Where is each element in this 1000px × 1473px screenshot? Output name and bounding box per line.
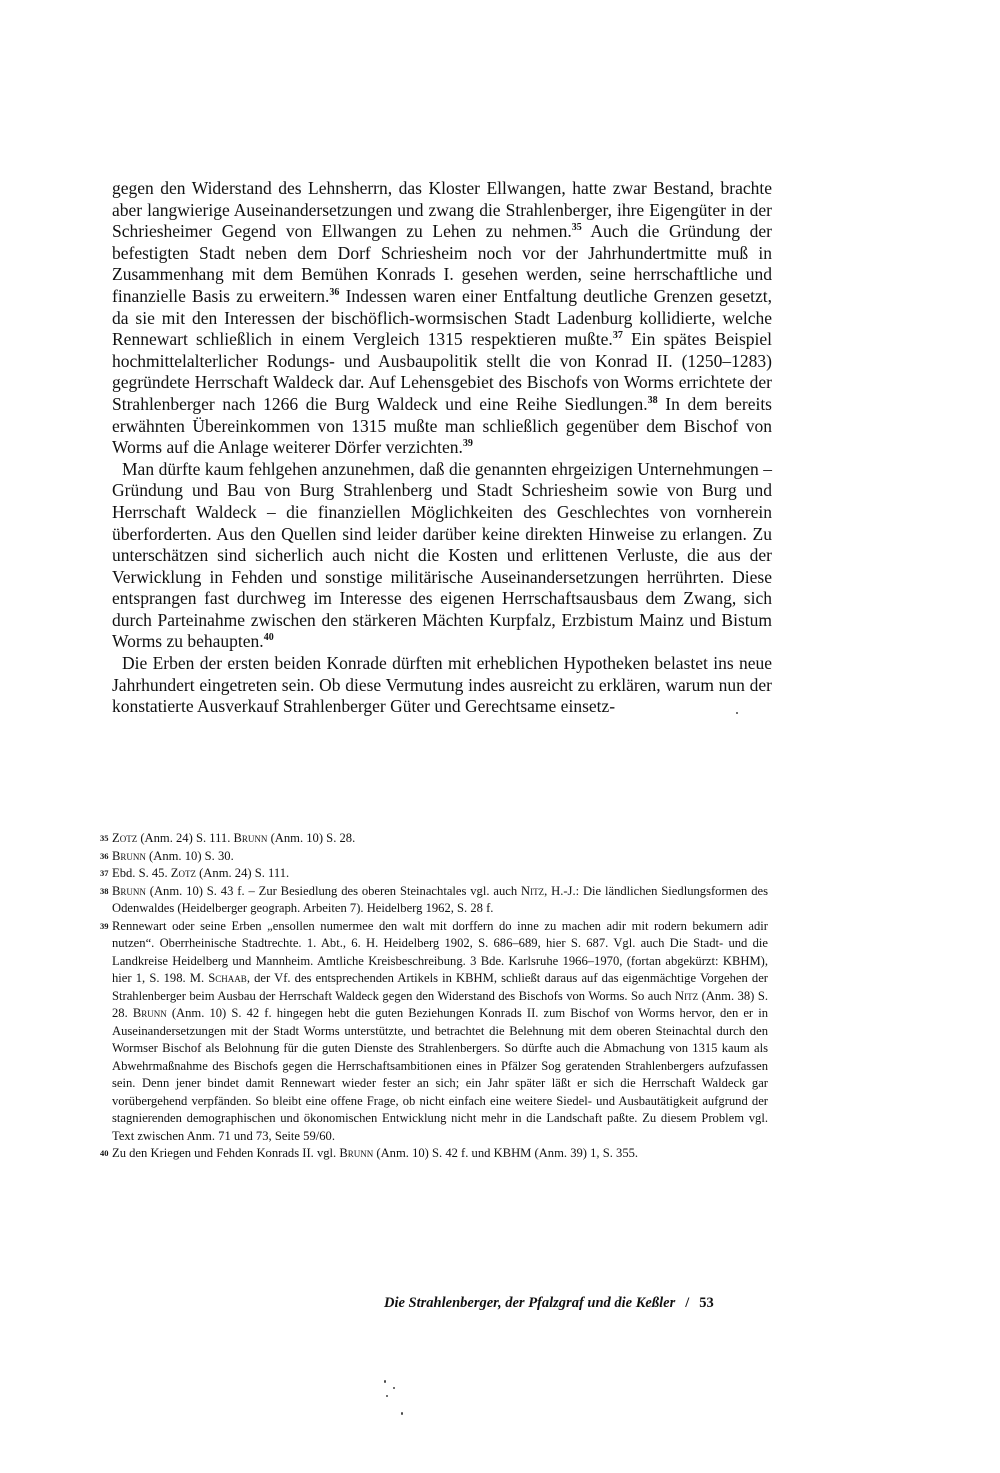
footnote-reference-38: 38 — [647, 395, 658, 407]
author-name: Zotz — [112, 831, 138, 845]
footnote-text: (Anm. 38) S. 28. — [112, 988, 769, 1020]
author-name: Nitz — [521, 883, 545, 898]
footnote-text: (Anm. 10) S. 42 f. und KBHM (Anm. 39) 1, S. 355. — [373, 1146, 639, 1160]
footnote-text: Rennewart oder seine Erben „ensollen numermee den walt mit dorffern do inne zu machen adir mit rodern bekumern adir nutzen“. Oberrheinische Stadtrechte. 1. Abt., 6. H. Heidelberg 1902, S. 686–689, hier S. 687. Vgl. auch Die Stadt- und die Landkreise Heidelberg und Mannheim. Amtliche Kreisbeschreibung. 3 Bde. Karlsruhe 1966–1970, (fortan abgekürzt: KBHM), hier 1, S. 198. M. — [112, 918, 768, 985]
footnote-reference-39: 39 — [462, 438, 473, 450]
paragraph-text: Indessen waren einer Entfaltung deutliche Grenzen gesetzt, da sie mit den Interessen der bischöflich-wormsischen Stadt Ladenburg kollidierte, welche Rennewart schließlich in einem Vergleich 1315 respektieren mußte. — [112, 285, 772, 350]
footnote-reference-40: 40 — [263, 632, 274, 644]
scan-speck — [736, 712, 738, 714]
scan-speck — [401, 1412, 403, 1415]
footnote-40 — [90, 1145, 768, 1163]
footnote-text: , H.-J.: Die ländlichen Siedlungsformen des Odenwaldes (Heidelberger geograph. Arbeiten 7). Heidelberg 1962, S. 28 f. — [112, 883, 768, 915]
footnote-text: (Anm. 10) S. 43 f. – Zur Besiedlung des oberen Steinachtales vgl. auch — [145, 883, 521, 898]
footnote-text: (Anm. 10) S. 42 f. hingegen hebt die guten Beziehungen Konrads II. zum Bischof von Worms hervor, den er in Auseinandersetzungen mit der Stadt Worms unterstützte, und betrachtet die Belehnung mit dem oberen Steinachtal durch den Wormser Bischof als Belohnung für die guten Dienste des Strahlenbergers. So dürfte auch die Abmachung von 1315 kaum als Abwehrmaßnahme des Bischofs gegen die Herrschaftsambitionen eines in Pfälzer Sog geratenden Strahlenbergers aufzufassen sein. Denn jener bindet damit Rennewart wieder fester an sich; ein Jahr später läßt er sich die Herrschaft Waldeck gar vorübergehend verpfänden. So bleibt eine offene Frage, ob nicht einfach eine weitere Siedel- und Ausbautätigkeit aufgrund der stagnierenden demographischen und ökonomischen Entwicklung nicht mehr in die Landschaft paßte. Zu diesem Problem vgl. Text zwischen Anm. 71 und 73, Seite 59/60. — [112, 1006, 768, 1143]
paragraph-text: Man dürfte kaum fehlgehen anzunehmen, daß die genannten ehrgeizigen Unternehmungen – Gründung und Bau von Burg Strahlenberg und Stadt Schriesheim sowie von Burg und Herrschaft Waldeck – die finanziellen Möglichkeiten des Geschlechtes von vornherein überforderten. Aus den Quellen sind leider darüber keine direkten Hinweise zu erlangen. Zu unterschätzen sind sicherlich auch nicht die Kosten und erlittenen Verluste, die aus der Verwicklung in Fehden und sonstige militärische Auseinandersetzungen herrührten. Diese entsprangen fast durchweg im Interesse des eigenen Herrschaftsausbaus dem Zwang, sich durch Parteinahme zwischen den stärkeren Mächten Kurpfalz, Erzbistum Mainz und Bistum Worms zu behaupten. — [112, 458, 772, 652]
paragraph-text: Die Erben der ersten beiden Konrade dürften mit erheblichen Hypotheken belastet ins neue Jahrhundert eingetreten sein. Ob diese Vermutung indes ausreicht zu erklären, warum nun der konstatierte Ausverkauf Strahlenberger Güter und Gerechtsame einsetz- — [112, 653, 772, 717]
footnote-36 — [90, 848, 768, 866]
running-title: Die Strahlenberger, der Pfalzgraf und die Keßler — [384, 1295, 676, 1311]
footnote-text: , der Vf. des entsprechenden Artikels in KBHM, schließt daraus auf das eigenmächtige Vorgehen der Strahlenberger beim Ausbau der Herrschaft Waldeck gegen den Widerstand des Bischofs von Worms. So auch — [112, 971, 768, 1003]
running-footer — [384, 1295, 784, 1312]
footnote-text: (Anm. 10) S. 30. — [145, 848, 234, 863]
scan-speck — [393, 1387, 395, 1389]
footnote-reference-37: 37 — [612, 330, 623, 342]
footnote-number: 37 — [100, 868, 109, 878]
footnote-number: 35 — [100, 833, 109, 843]
main-text — [112, 178, 772, 718]
footnote-38 — [90, 883, 768, 918]
footnote-text: (Anm. 24) S. 111. — [195, 866, 290, 880]
footnote-37 — [90, 865, 768, 883]
scan-speck — [386, 1395, 388, 1397]
author-name: Brunn — [112, 848, 146, 863]
footnote-number: 39 — [100, 920, 109, 931]
author-name: Schaab — [208, 971, 247, 985]
paragraph-text: In dem bereits erwähnten Übereinkommen von 1315 mußte man schließlich gegenüber dem Bischof von Worms auf die Anlage weiterer Dörfer verzichten. — [112, 393, 772, 458]
footnote-text: (Anm. 10) S. 28. — [267, 831, 356, 845]
footnote-reference-35: 35 — [571, 222, 582, 234]
author-name: Brunn — [132, 1006, 167, 1020]
author-name: Nitz — [675, 988, 699, 1003]
scan-speck — [384, 1380, 386, 1383]
paragraph-text: gegen den Widerstand des Lehnsherrn, das Kloster Ellwangen, hatte zwar Bestand, brachte aber langwierige Auseinandersetzungen und zwang die Strahlenberger, ihre Eigengüter in der Schriesheimer Gegend von Ellwangen zu Lehen zu nehmen. — [112, 178, 772, 242]
footnote-35 — [90, 830, 768, 848]
footnote-reference-36: 36 — [329, 287, 340, 299]
author-name: Brunn — [339, 1146, 374, 1160]
page-number: 53 — [699, 1295, 714, 1311]
body-paragraph-2 — [112, 459, 772, 653]
author-name: Brunn — [233, 831, 268, 845]
author-name: Zotz — [170, 866, 196, 880]
footnote-number: 38 — [100, 885, 109, 896]
paragraph-text: Ein spätes Beispiel hochmittelalterlicher Rodungs- und Ausbaupolitik stellt die von Konrad II. (1250–1283) gegründete Herrschaft Waldeck dar. Auf Lehensgebiet des Bischofs von Worms errichtete der Strahlenberger nach 1266 die Burg Waldeck und eine Reihe Siedlungen. — [112, 329, 772, 414]
body-paragraph-3 — [112, 653, 772, 718]
footnote-text: (Anm. 24) S. 111. — [137, 831, 234, 845]
footnote-39 — [90, 918, 768, 1146]
body-paragraph-1 — [112, 178, 772, 459]
footer-separator: / — [685, 1295, 690, 1311]
footnote-number: 40 — [100, 1148, 109, 1158]
footnote-text: Ebd. S. 45. — [112, 866, 171, 880]
footnote-number: 36 — [100, 850, 109, 861]
paragraph-text: Auch die Gründung der befestigten Stadt neben dem Dorf Schriesheim noch vor der Jahrhundertmitte muß in Zusammenhang mit dem Bemühen Konrads I. gesehen werden, seine herrschaftliche und finanzielle Basis zu erweitern. — [112, 221, 772, 306]
footnotes-section — [90, 830, 768, 1163]
footnote-text: Zu den Kriegen und Fehden Konrads II. vgl. — [112, 1146, 340, 1160]
author-name: Brunn — [112, 883, 146, 898]
